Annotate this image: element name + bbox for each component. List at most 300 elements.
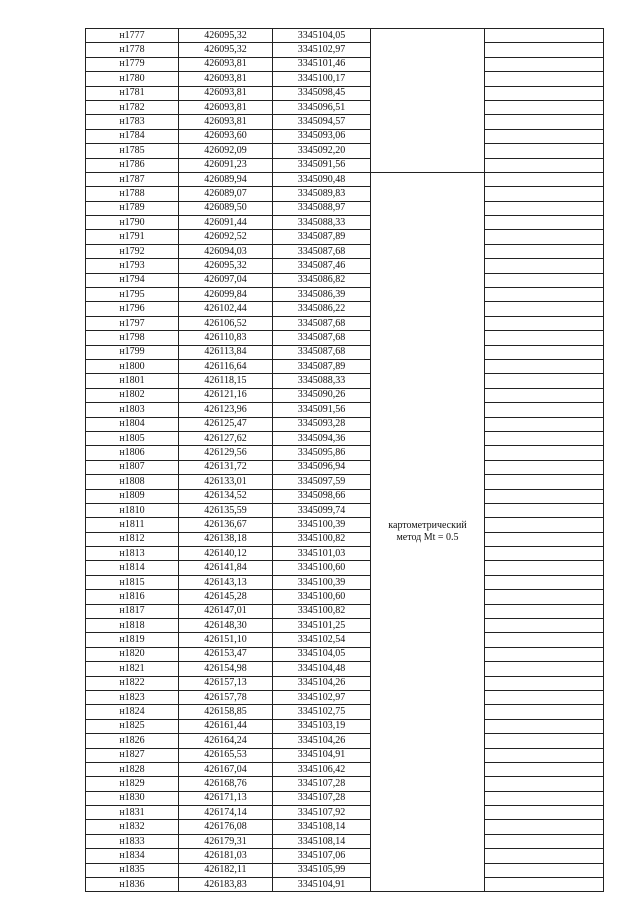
table-row [86,374,604,388]
x-coordinate-cell: 426095,32 [179,259,273,273]
note-cell [485,676,604,690]
point-number-cell: н1781 [86,86,179,100]
note-cell [485,201,604,215]
note-cell [485,302,604,316]
note-cell [485,575,604,589]
x-coordinate-cell: 426136,67 [179,518,273,532]
x-coordinate-cell: 426140,12 [179,547,273,561]
point-number-cell: н1811 [86,518,179,532]
note-cell [485,446,604,460]
x-coordinate-cell: 426179,31 [179,834,273,848]
note-cell [485,547,604,561]
y-coordinate-cell: 3345100,60 [273,590,371,604]
x-coordinate-cell: 426091,23 [179,158,273,172]
x-coordinate-cell: 426089,94 [179,172,273,186]
point-number-cell: н1805 [86,431,179,445]
note-cell [485,29,604,43]
y-coordinate-cell: 3345088,97 [273,201,371,215]
note-cell [485,561,604,575]
table-row [86,43,604,57]
x-coordinate-cell: 426113,84 [179,345,273,359]
note-cell [485,86,604,100]
point-number-cell: н1836 [86,878,179,892]
table-row [86,230,604,244]
table-row [86,288,604,302]
method-accuracy: метод Mt = 0.5 [396,532,459,544]
table-row [86,201,604,215]
y-coordinate-cell: 3345094,36 [273,431,371,445]
x-coordinate-cell: 426093,81 [179,72,273,86]
note-cell [485,144,604,158]
point-number-cell: н1793 [86,259,179,273]
method-cell [371,172,485,892]
note-cell [485,403,604,417]
point-number-cell: н1813 [86,547,179,561]
x-coordinate-cell: 426157,78 [179,690,273,704]
coordinates-table [85,28,604,892]
x-coordinate-cell: 426089,07 [179,187,273,201]
note-cell [485,259,604,273]
y-coordinate-cell: 3345096,94 [273,460,371,474]
point-number-cell: н1830 [86,791,179,805]
y-coordinate-cell: 3345087,68 [273,331,371,345]
x-coordinate-cell: 426093,81 [179,100,273,114]
x-coordinate-cell: 426118,15 [179,374,273,388]
table-row [86,834,604,848]
x-coordinate-cell: 426135,59 [179,503,273,517]
x-coordinate-cell: 426121,16 [179,388,273,402]
point-number-cell: н1815 [86,575,179,589]
point-number-cell: н1814 [86,561,179,575]
y-coordinate-cell: 3345103,19 [273,719,371,733]
note-cell [485,345,604,359]
x-coordinate-cell: 426158,85 [179,705,273,719]
point-number-cell: н1812 [86,532,179,546]
point-number-cell: н1828 [86,762,179,776]
y-coordinate-cell: 3345093,28 [273,417,371,431]
x-coordinate-cell: 426129,56 [179,446,273,460]
table-row [86,849,604,863]
table-row [86,690,604,704]
y-coordinate-cell: 3345104,26 [273,676,371,690]
table-row [86,863,604,877]
table-row [86,216,604,230]
table-row [86,662,604,676]
table-row [86,187,604,201]
table-row [86,431,604,445]
x-coordinate-cell: 426151,10 [179,633,273,647]
y-coordinate-cell: 3345102,97 [273,690,371,704]
table-row [86,719,604,733]
note-cell [485,100,604,114]
point-number-cell: н1784 [86,129,179,143]
point-number-cell: н1833 [86,834,179,848]
table-row [86,590,604,604]
table-row [86,878,604,892]
y-coordinate-cell: 3345092,20 [273,144,371,158]
x-coordinate-cell: 426089,50 [179,201,273,215]
point-number-cell: н1791 [86,230,179,244]
table-row [86,460,604,474]
point-number-cell: н1816 [86,590,179,604]
note-cell [485,288,604,302]
x-coordinate-cell: 426116,64 [179,359,273,373]
table-row [86,489,604,503]
x-coordinate-cell: 426095,32 [179,43,273,57]
table-row [86,633,604,647]
table-row [86,115,604,129]
point-number-cell: н1834 [86,849,179,863]
point-number-cell: н1798 [86,331,179,345]
point-number-cell: н1820 [86,647,179,661]
point-number-cell: н1788 [86,187,179,201]
point-number-cell: н1803 [86,403,179,417]
table-row [86,72,604,86]
y-coordinate-cell: 3345087,46 [273,259,371,273]
table-row [86,244,604,258]
x-coordinate-cell: 426106,52 [179,316,273,330]
y-coordinate-cell: 3345100,60 [273,561,371,575]
note-cell [485,374,604,388]
note-cell [485,820,604,834]
table-row [86,172,604,186]
x-coordinate-cell: 426176,08 [179,820,273,834]
table-row [86,604,604,618]
table-row [86,259,604,273]
y-coordinate-cell: 3345102,75 [273,705,371,719]
table-row [86,359,604,373]
point-number-cell: н1801 [86,374,179,388]
y-coordinate-cell: 3345101,25 [273,619,371,633]
note-cell [485,532,604,546]
point-number-cell: н1786 [86,158,179,172]
x-coordinate-cell: 426093,81 [179,86,273,100]
x-coordinate-cell: 426099,84 [179,288,273,302]
table-row [86,748,604,762]
x-coordinate-cell: 426157,13 [179,676,273,690]
table-row [86,475,604,489]
y-coordinate-cell: 3345104,48 [273,662,371,676]
table-row [86,446,604,460]
point-number-cell: н1822 [86,676,179,690]
note-cell [485,115,604,129]
point-number-cell: н1817 [86,604,179,618]
point-number-cell: н1783 [86,115,179,129]
y-coordinate-cell: 3345089,83 [273,187,371,201]
x-coordinate-cell: 426133,01 [179,475,273,489]
y-coordinate-cell: 3345091,56 [273,403,371,417]
table-row [86,388,604,402]
point-number-cell: н1789 [86,201,179,215]
table-row [86,575,604,589]
y-coordinate-cell: 3345102,97 [273,43,371,57]
note-cell [485,633,604,647]
y-coordinate-cell: 3345104,05 [273,647,371,661]
note-cell [485,359,604,373]
table-row [86,57,604,71]
y-coordinate-cell: 3345086,82 [273,273,371,287]
y-coordinate-cell: 3345097,59 [273,475,371,489]
y-coordinate-cell: 3345104,05 [273,29,371,43]
point-number-cell: н1818 [86,619,179,633]
note-cell [485,791,604,805]
method-cell-upper [371,29,485,173]
note-cell [485,748,604,762]
x-coordinate-cell: 426092,52 [179,230,273,244]
x-coordinate-cell: 426181,03 [179,849,273,863]
table-row [86,129,604,143]
x-coordinate-cell: 426125,47 [179,417,273,431]
x-coordinate-cell: 426141,84 [179,561,273,575]
table-row [86,273,604,287]
table-row [86,705,604,719]
y-coordinate-cell: 3345107,06 [273,849,371,863]
table-row [86,734,604,748]
note-cell [485,489,604,503]
table-row [86,331,604,345]
y-coordinate-cell: 3345101,46 [273,57,371,71]
table-row [86,503,604,517]
point-number-cell: н1790 [86,216,179,230]
point-number-cell: н1792 [86,244,179,258]
note-cell [485,734,604,748]
x-coordinate-cell: 426097,04 [179,273,273,287]
y-coordinate-cell: 3345104,91 [273,878,371,892]
table-row [86,547,604,561]
table-row [86,619,604,633]
x-coordinate-cell: 426092,09 [179,144,273,158]
x-coordinate-cell: 426145,28 [179,590,273,604]
point-number-cell: н1807 [86,460,179,474]
table-row [86,532,604,546]
y-coordinate-cell: 3345086,39 [273,288,371,302]
y-coordinate-cell: 3345087,89 [273,359,371,373]
x-coordinate-cell: 426143,13 [179,575,273,589]
note-cell [485,57,604,71]
y-coordinate-cell: 3345105,99 [273,863,371,877]
note-cell [485,662,604,676]
y-coordinate-cell: 3345107,28 [273,791,371,805]
table-row [86,762,604,776]
note-cell [485,216,604,230]
table-row [86,676,604,690]
note-cell [485,273,604,287]
y-coordinate-cell: 3345087,68 [273,244,371,258]
note-cell [485,518,604,532]
table-row [86,403,604,417]
note-cell [485,172,604,186]
x-coordinate-cell: 426131,72 [179,460,273,474]
y-coordinate-cell: 3345106,42 [273,762,371,776]
y-coordinate-cell: 3345100,82 [273,604,371,618]
y-coordinate-cell: 3345088,33 [273,374,371,388]
point-number-cell: н1787 [86,172,179,186]
table-row [86,561,604,575]
x-coordinate-cell: 426167,04 [179,762,273,776]
point-number-cell: н1782 [86,100,179,114]
x-coordinate-cell: 426095,32 [179,29,273,43]
point-number-cell: н1778 [86,43,179,57]
note-cell [485,647,604,661]
note-cell [485,762,604,776]
y-coordinate-cell: 3345088,33 [273,216,371,230]
x-coordinate-cell: 426148,30 [179,619,273,633]
y-coordinate-cell: 3345108,14 [273,834,371,848]
x-coordinate-cell: 426182,11 [179,863,273,877]
point-number-cell: н1785 [86,144,179,158]
note-cell [485,244,604,258]
point-number-cell: н1795 [86,288,179,302]
y-coordinate-cell: 3345091,56 [273,158,371,172]
x-coordinate-cell: 426164,24 [179,734,273,748]
note-cell [485,475,604,489]
y-coordinate-cell: 3345098,66 [273,489,371,503]
point-number-cell: н1823 [86,690,179,704]
table-row [86,302,604,316]
point-number-cell: н1829 [86,777,179,791]
point-number-cell: н1835 [86,863,179,877]
y-coordinate-cell: 3345104,26 [273,734,371,748]
note-cell [485,460,604,474]
point-number-cell: н1802 [86,388,179,402]
table-row [86,158,604,172]
y-coordinate-cell: 3345087,89 [273,230,371,244]
y-coordinate-cell: 3345100,39 [273,575,371,589]
note-cell [485,316,604,330]
point-number-cell: н1804 [86,417,179,431]
note-cell [485,417,604,431]
y-coordinate-cell: 3345104,91 [273,748,371,762]
table-row [86,806,604,820]
y-coordinate-cell: 3345096,51 [273,100,371,114]
y-coordinate-cell: 3345098,45 [273,86,371,100]
note-cell [485,187,604,201]
point-number-cell: н1779 [86,57,179,71]
y-coordinate-cell: 3345102,54 [273,633,371,647]
y-coordinate-cell: 3345099,74 [273,503,371,517]
note-cell [485,719,604,733]
x-coordinate-cell: 426091,44 [179,216,273,230]
point-number-cell: н1809 [86,489,179,503]
point-number-cell: н1819 [86,633,179,647]
y-coordinate-cell: 3345090,26 [273,388,371,402]
point-number-cell: н1780 [86,72,179,86]
x-coordinate-cell: 426165,53 [179,748,273,762]
x-coordinate-cell: 426171,13 [179,791,273,805]
note-cell [485,129,604,143]
note-cell [485,331,604,345]
table-row [86,316,604,330]
coordinates-table-body [86,29,604,892]
y-coordinate-cell: 3345101,03 [273,547,371,561]
y-coordinate-cell: 3345107,28 [273,777,371,791]
note-cell [485,43,604,57]
table-row [86,820,604,834]
point-number-cell: н1831 [86,806,179,820]
table-row [86,86,604,100]
x-coordinate-cell: 426094,03 [179,244,273,258]
x-coordinate-cell: 426134,52 [179,489,273,503]
y-coordinate-cell: 3345100,17 [273,72,371,86]
note-cell [485,431,604,445]
x-coordinate-cell: 426174,14 [179,806,273,820]
table-row [86,29,604,43]
method-label: картометрический [388,520,467,532]
note-cell [485,863,604,877]
y-coordinate-cell: 3345086,22 [273,302,371,316]
x-coordinate-cell: 426183,83 [179,878,273,892]
y-coordinate-cell: 3345094,57 [273,115,371,129]
x-coordinate-cell: 426093,81 [179,115,273,129]
x-coordinate-cell: 426147,01 [179,604,273,618]
point-number-cell: н1799 [86,345,179,359]
note-cell [485,503,604,517]
x-coordinate-cell: 426138,18 [179,532,273,546]
y-coordinate-cell: 3345087,68 [273,316,371,330]
point-number-cell: н1827 [86,748,179,762]
note-cell [485,849,604,863]
point-number-cell: н1826 [86,734,179,748]
x-coordinate-cell: 426153,47 [179,647,273,661]
x-coordinate-cell: 426154,98 [179,662,273,676]
y-coordinate-cell: 3345100,39 [273,518,371,532]
table-row [86,144,604,158]
table-row [86,777,604,791]
note-cell [485,72,604,86]
y-coordinate-cell: 3345100,82 [273,532,371,546]
y-coordinate-cell: 3345107,92 [273,806,371,820]
y-coordinate-cell: 3345093,06 [273,129,371,143]
y-coordinate-cell: 3345087,68 [273,345,371,359]
y-coordinate-cell: 3345108,14 [273,820,371,834]
point-number-cell: н1832 [86,820,179,834]
note-cell [485,230,604,244]
table-row [86,345,604,359]
x-coordinate-cell: 426093,81 [179,57,273,71]
note-cell [485,590,604,604]
x-coordinate-cell: 426127,62 [179,431,273,445]
table-row [86,518,604,532]
point-number-cell: н1810 [86,503,179,517]
table-row [86,417,604,431]
note-cell [485,834,604,848]
note-cell [485,604,604,618]
table-row [86,647,604,661]
x-coordinate-cell: 426102,44 [179,302,273,316]
note-cell [485,777,604,791]
table-row [86,100,604,114]
point-number-cell: н1808 [86,475,179,489]
note-cell [485,619,604,633]
x-coordinate-cell: 426161,44 [179,719,273,733]
point-number-cell: н1797 [86,316,179,330]
note-cell [485,388,604,402]
point-number-cell: н1796 [86,302,179,316]
y-coordinate-cell: 3345090,48 [273,172,371,186]
note-cell [485,705,604,719]
note-cell [485,806,604,820]
point-number-cell: н1794 [86,273,179,287]
point-number-cell: н1777 [86,29,179,43]
note-cell [485,878,604,892]
point-number-cell: н1821 [86,662,179,676]
note-cell [485,158,604,172]
note-cell [485,690,604,704]
point-number-cell: н1825 [86,719,179,733]
table-row [86,791,604,805]
x-coordinate-cell: 426168,76 [179,777,273,791]
x-coordinate-cell: 426110,83 [179,331,273,345]
